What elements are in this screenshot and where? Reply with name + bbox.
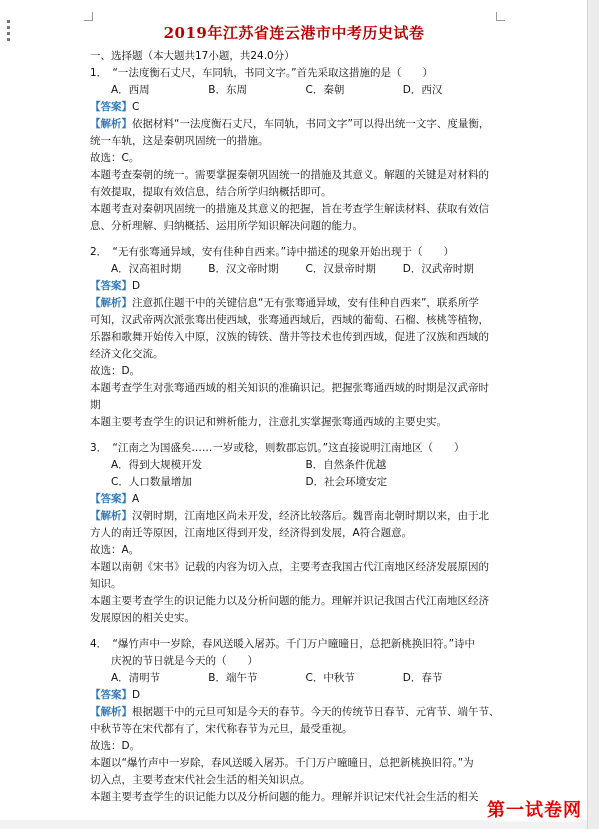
analysis-tag: 【解析】 [90, 118, 132, 130]
option: D．汉武帝时期 [402, 263, 474, 275]
explanation-line: 息、分析理解、归纳概括、运用所学知识解决问题的能力。 [90, 220, 363, 232]
explanation-line: 故选：D。 [90, 365, 141, 377]
explanation-line: 本题以“爆竹声中一岁除，春风送暖入屠苏。千门万户曈曈日，总把新桃换旧符。”为 [90, 757, 474, 769]
answer-tag: 【答案】 [90, 101, 132, 113]
option: C．秦朝 [305, 84, 345, 96]
option: D．春节 [402, 672, 443, 684]
analysis-text: 依据材料“一法度衡石丈尺，车同轨，书同文字”可以得出统一文字、度量衡， [132, 118, 490, 130]
analysis-line [90, 508, 500, 525]
analysis-line [90, 295, 500, 312]
crop-mark-top-right [496, 12, 505, 21]
question-stem: 1． “一法度衡石丈尺，车同轨，书同文字。”首先采取这措施的是（ ） [90, 67, 434, 79]
explanation-line: 本题主要考查学生的识记能力以及分析问题的能力。理解并识记宋代社会生活的相关 [90, 791, 479, 803]
analysis-text: 乐器和歌舞开始传入中原，汉族的铸铁、凿井等技术也传到西域，促进了汉族和西域的 [90, 331, 489, 343]
analysis-tag: 【解析】 [90, 510, 132, 522]
answer-line [90, 99, 500, 116]
document-body [90, 48, 500, 806]
answer-tag: 【答案】 [90, 280, 132, 292]
analysis-line [90, 116, 500, 133]
analysis-text: 可知，汉武帝两次派张骞出使西域，张骞通西域后，西域的葡萄、石榴、核桃等植物， [90, 314, 489, 326]
explanation-line: 本题以南朝《宋书》记载的内容为切入点，主要考查我国古代江南地区经济发展原因的 [90, 561, 489, 573]
question-stem-continued: 庆祝的节日就是今天的（ ） [111, 655, 258, 667]
analysis-text: 中秋节等在宋代都有了，宋代称春节为元旦，最受重视。 [90, 723, 353, 735]
answer-line [90, 278, 500, 295]
analysis-text: 经济文化交流。 [90, 348, 164, 360]
option: D．社会环境安定 [305, 476, 388, 488]
option: A．西周 [111, 84, 150, 96]
page-title: 2019年江苏省连云港市中考历史试卷 [163, 24, 425, 42]
answer-value: D [132, 689, 141, 701]
explanation-line: 本题考查秦朝的统一。需要掌握秦朝巩固统一的措施及其意义。解题的关键是对材料的 [90, 169, 489, 181]
options-row [90, 457, 500, 474]
analysis-tag: 【解析】 [90, 297, 132, 309]
explanation-line: 故选：D。 [90, 740, 141, 752]
section-header: 一、选择题（本大题共17小题，共24.0分） [90, 50, 295, 62]
option: A．清明节 [111, 672, 161, 684]
answer-line [90, 491, 500, 508]
answer-tag: 【答案】 [90, 689, 132, 701]
analysis-text: 根据题干中的元旦可知是今天的春节。今天的传统节日春节、元宵节、端午节、 [132, 706, 500, 718]
options-row [90, 261, 500, 278]
explanation-line: 本题主要考查学生的识记能力以及分析问题的能力。理解并识记我国古代江南地区经济 [90, 595, 489, 607]
explanation-line: 故选：C。 [90, 152, 140, 164]
answer-tag: 【答案】 [90, 493, 132, 505]
answer-line [90, 687, 500, 704]
question-stem: 2． “无有张骞通异域，安有佳种自西来。”诗中描述的现象开始出现于（ ） [90, 246, 455, 258]
question-stem: 4． “爆竹声中一岁除，春风送暖入屠苏。千门万户曈曈日，总把新桃换旧符。”诗中 [90, 638, 476, 650]
options-row [90, 474, 500, 491]
analysis-line [90, 704, 500, 721]
explanation-line: 故选：A。 [90, 544, 140, 556]
analysis-text: 统一车轨，这是秦朝巩固统一的措施。 [90, 135, 269, 147]
option: C．汉景帝时期 [305, 263, 376, 275]
option: B．东周 [208, 84, 247, 96]
analysis-tag: 【解析】 [90, 706, 132, 718]
question-stem: 3． “江南之为国盛矣……一岁或稔，则数郡忘饥。”这直接说明江南地区（ ） [90, 442, 465, 454]
answer-value: C [132, 101, 140, 113]
option: C．人口数量增加 [111, 476, 192, 488]
analysis-text: 汉朝时期，江南地区尚未开发，经济比较落后。魏晋南北朝时期以来，由于北 [132, 510, 489, 522]
option: A．得到大规模开发 [111, 459, 203, 471]
explanation-line: 本题考查对秦朝巩固统一的措施及其意义的把握，旨在考查学生解读材料、获取有效信 [90, 203, 489, 215]
analysis-text: 方人的南迁等原因，江南地区得到开发，经济得到发展，A符合题意。 [90, 527, 413, 539]
option: B．自然条件优越 [305, 459, 387, 471]
site-watermark: 第一试卷网 [487, 796, 582, 822]
analysis-text: 注意抓住题干中的关键信息“无有张骞通异域，安有佳种自西来”，联系所学 [132, 297, 479, 309]
explanation-line: 本题主要考查学生的识记和辨析能力，注意扎实掌握张骞通西域的主要史实。 [90, 416, 447, 428]
option: C．中秋节 [305, 672, 355, 684]
options-row [90, 82, 500, 99]
options-row [90, 670, 500, 687]
option: B．汉文帝时期 [208, 263, 279, 275]
option: B．端午节 [208, 672, 258, 684]
answer-value: D [132, 280, 141, 292]
crop-mark-top-left [84, 12, 93, 21]
vertical-scrollbar[interactable] [587, 0, 599, 829]
explanation-line: 有效提取，提取有效信息，结合所学归纳概括即可。 [90, 186, 332, 198]
option: D．西汉 [402, 84, 443, 96]
explanation-line: 期 [90, 399, 101, 411]
option: A．汉高祖时期 [111, 263, 182, 275]
answer-value: A [132, 493, 140, 505]
explanation-line: 切入点，主要考查宋代社会生活的相关知识点。 [90, 774, 311, 786]
explanation-line: 本题考查学生对张骞通西域的相关知识的准确识记。把握张骞通西域的时期是汉武帝时 [90, 382, 489, 394]
explanation-line: 发展原因的相关史实。 [90, 612, 195, 624]
explanation-line: 知识。 [90, 578, 122, 590]
